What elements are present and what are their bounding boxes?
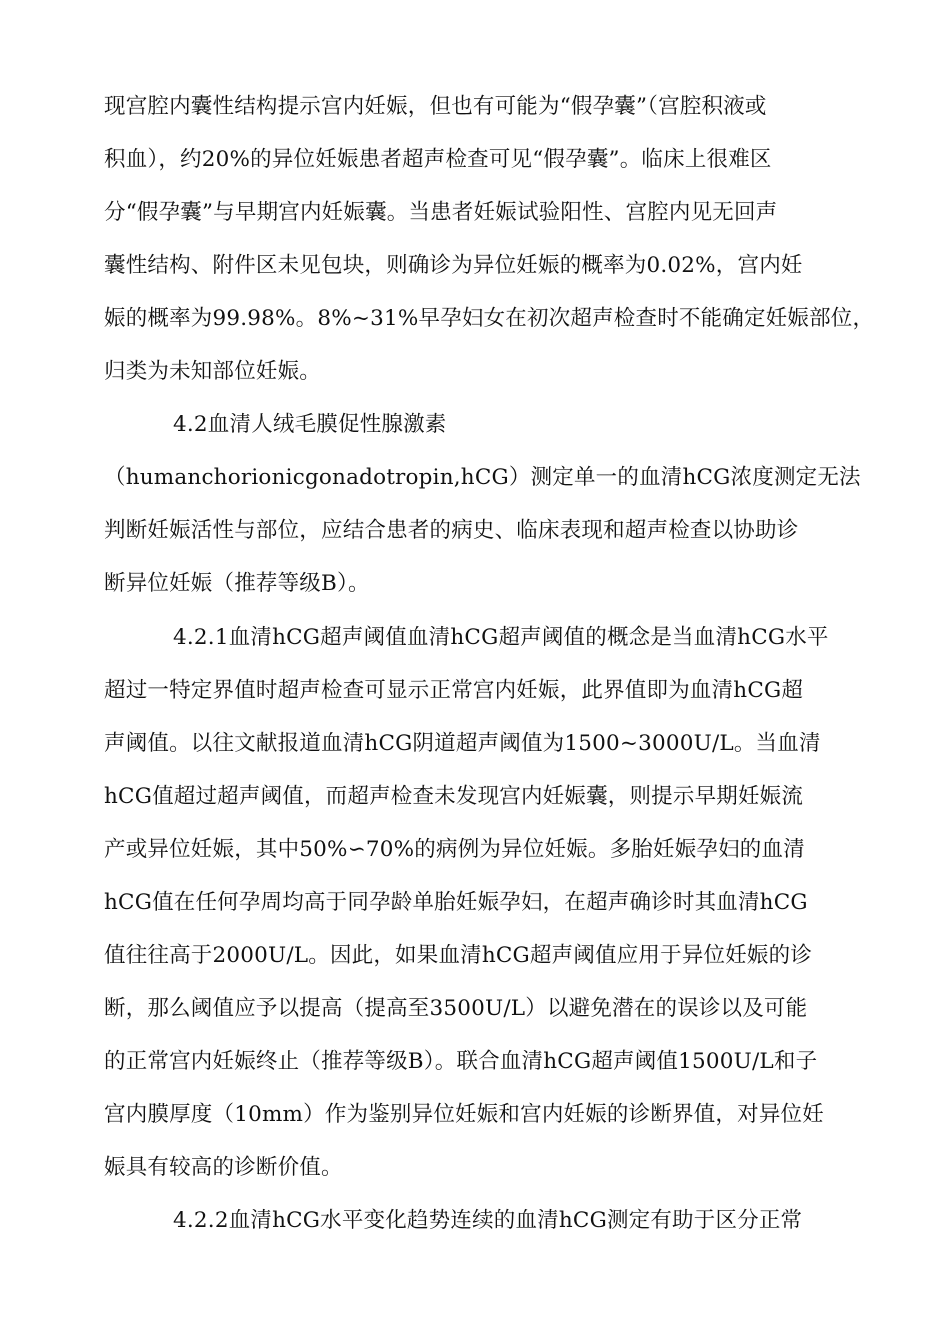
body-text-line: 值往往高于2000U/L。因此，如果血清hCG超声阈值应用于异位妊娠的诊 <box>104 943 813 968</box>
body-text-line: 的正常宫内妊娠终止（推荐等级B）。联合血清hCG超声阈值1500U/L和子 <box>104 1049 818 1074</box>
body-text-line: 超过一特定界值时超声检查可显示正常宫内妊娠，此界值即为血清hCG超 <box>104 678 804 703</box>
body-text-line: 产或异位妊娠，其中50%∽70%的病例为异位妊娠。多胎妊娠孕妇的血清 <box>104 837 805 862</box>
body-text-line: 声阈值。以往文献报道血清hCG阴道超声阈值为1500~3000U/L。当血清 <box>104 731 821 756</box>
subsection-heading-line: 4.2.1血清hCG超声阈值血清hCG超声阈值的概念是当血清hCG水平 <box>173 625 829 650</box>
body-text-line: hCG值在任何孕周均高于同孕龄单胎妊娠孕妇，在超声确诊时其血清hCG <box>104 890 808 915</box>
body-text-line: 归类为未知部位妊娠。 <box>104 359 322 384</box>
body-text-line: 宫内膜厚度（10mm）作为鉴别异位妊娠和宫内妊娠的诊断界值，对异位妊 <box>104 1102 824 1127</box>
subsection-heading-line: 4.2.2血清hCG水平变化趋势连续的血清hCG测定有助于区分正常 <box>173 1208 803 1233</box>
body-text-line: 分“假孕囊”与早期宫内妊娠囊。当患者妊娠试验阳性、宫腔内见无回声 <box>104 200 778 225</box>
body-text-line: 判断妊娠活性与部位，应结合患者的病史、临床表现和超声检查以协助诊 <box>104 518 799 543</box>
body-text-line: 娠具有较高的诊断价值。 <box>104 1155 343 1180</box>
body-text-line: hCG值超过超声阈值，而超声检查未发现宫内妊娠囊，则提示早期妊娠流 <box>104 784 804 809</box>
body-text-line: 积血），约20%的异位妊娠患者超声检查可见“假孕囊”。临床上很难区 <box>104 147 772 172</box>
body-text-line: （humanchorionicgonadotropin,hCG）测定单一的血清hCG浓度测定无法 <box>104 465 861 490</box>
body-text-line: 现宫腔内囊性结构提示宫内妊娠，但也有可能为“假孕囊”（宫腔积液或 <box>104 94 767 119</box>
body-text-line: 断异位妊娠（推荐等级B）。 <box>104 571 370 596</box>
body-text-line: 囊性结构、附件区未见包块，则确诊为异位妊娠的概率为0.02%，宫内妊 <box>104 253 803 278</box>
body-text-line: 断，那么阈值应予以提高（提高至3500U/L）以避免潜在的误诊以及可能 <box>104 996 808 1021</box>
section-heading: 4.2血清人绒毛膜促性腺激素 <box>173 412 447 437</box>
body-text-line: 娠的概率为99.98%。8%~31%早孕妇女在初次超声检查时不能确定妊娠部位， <box>104 306 875 331</box>
